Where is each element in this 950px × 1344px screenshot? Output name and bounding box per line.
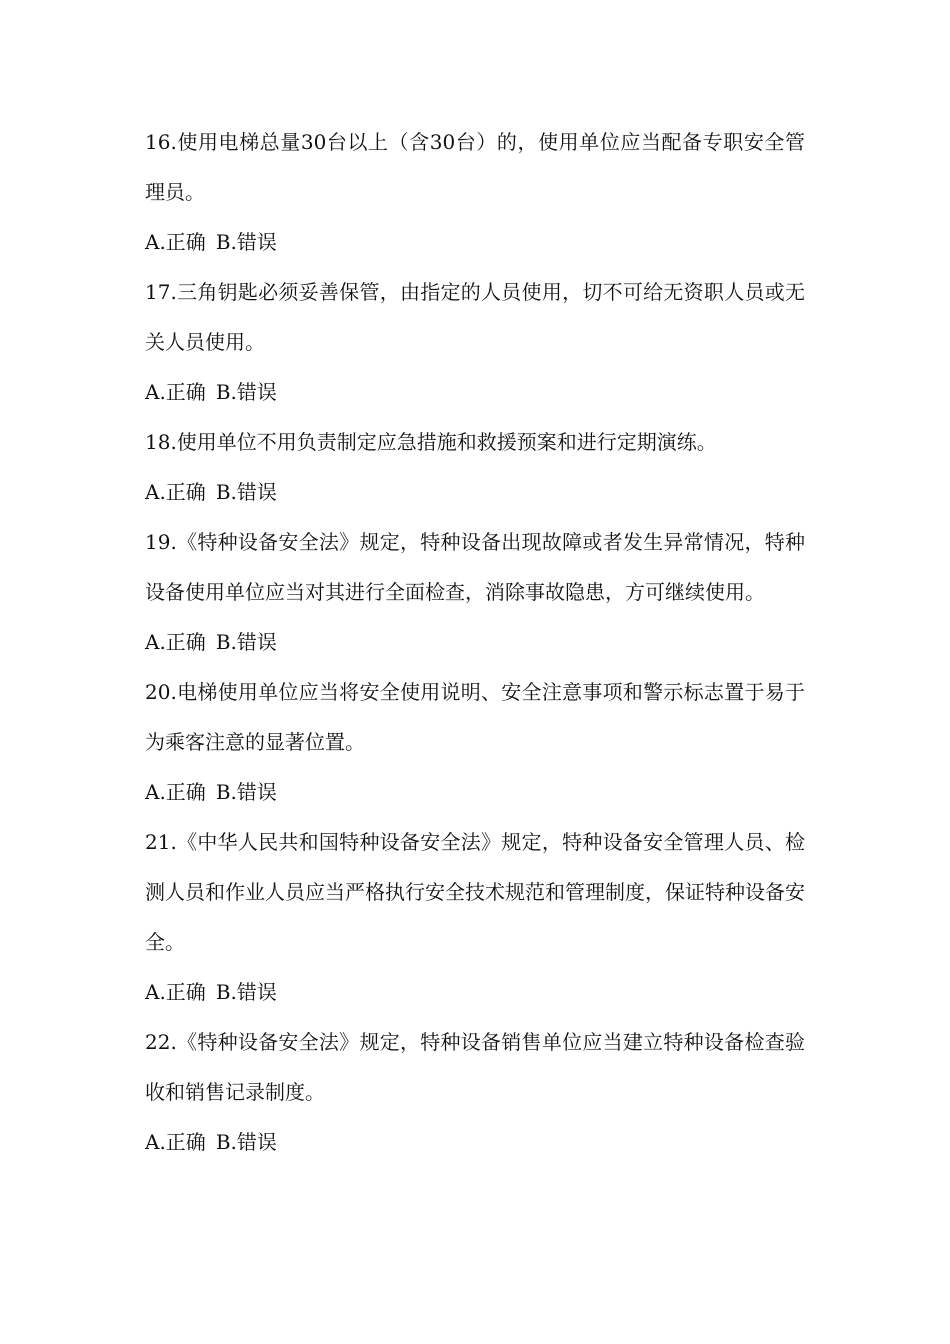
option-a: A.正确 bbox=[145, 980, 206, 1004]
question-text: 18.使用单位不用负责制定应急措施和救援预案和进行定期演练。 bbox=[145, 430, 717, 454]
answer-options bbox=[145, 217, 805, 267]
question-text: 19.《特种设备安全法》规定，特种设备出现故障或者发生异常情况，特种设备使用单位应当对其进行全面检查，消除事故隐患，方可继续使用。 bbox=[145, 530, 805, 604]
question-text: 21.《中华人民共和国特种设备安全法》规定，特种设备安全管理人员、检测人员和作业人员应当严格执行安全技术规范和管理制度，保证特种设备安全。 bbox=[145, 830, 805, 954]
option-b: B.错误 bbox=[215, 480, 277, 504]
question-16 bbox=[145, 117, 805, 267]
answer-options bbox=[145, 367, 805, 417]
answer-options bbox=[145, 1117, 805, 1167]
answer-options bbox=[145, 617, 805, 667]
option-a: A.正确 bbox=[145, 380, 206, 404]
option-b: B.错误 bbox=[215, 1130, 277, 1154]
option-a: A.正确 bbox=[145, 780, 206, 804]
answer-options bbox=[145, 967, 805, 1017]
option-a: A.正确 bbox=[145, 630, 206, 654]
option-b: B.错误 bbox=[215, 630, 277, 654]
option-b: B.错误 bbox=[215, 980, 277, 1004]
question-19 bbox=[145, 517, 805, 667]
question-text: 16.使用电梯总量30台以上（含30台）的，使用单位应当配备专职安全管理员。 bbox=[145, 130, 805, 204]
question-18 bbox=[145, 417, 805, 517]
question-17 bbox=[145, 267, 805, 417]
question-20 bbox=[145, 667, 805, 817]
option-b: B.错误 bbox=[215, 780, 277, 804]
question-text: 20.电梯使用单位应当将安全使用说明、安全注意事项和警示标志置于易于为乘客注意的显著位置。 bbox=[145, 680, 805, 754]
question-text: 17.三角钥匙必须妥善保管，由指定的人员使用，切不可给无资职人员或无关人员使用。 bbox=[145, 280, 805, 354]
option-a: A.正确 bbox=[145, 1130, 206, 1154]
question-22 bbox=[145, 1017, 805, 1167]
answer-options bbox=[145, 767, 805, 817]
option-b: B.错误 bbox=[215, 230, 277, 254]
option-a: A.正确 bbox=[145, 230, 206, 254]
question-21 bbox=[145, 817, 805, 1017]
option-b: B.错误 bbox=[215, 380, 277, 404]
question-text: 22.《特种设备安全法》规定，特种设备销售单位应当建立特种设备检查验收和销售记录制度。 bbox=[145, 1030, 805, 1104]
document-page bbox=[145, 117, 805, 1167]
option-a: A.正确 bbox=[145, 480, 206, 504]
answer-options bbox=[145, 467, 805, 517]
